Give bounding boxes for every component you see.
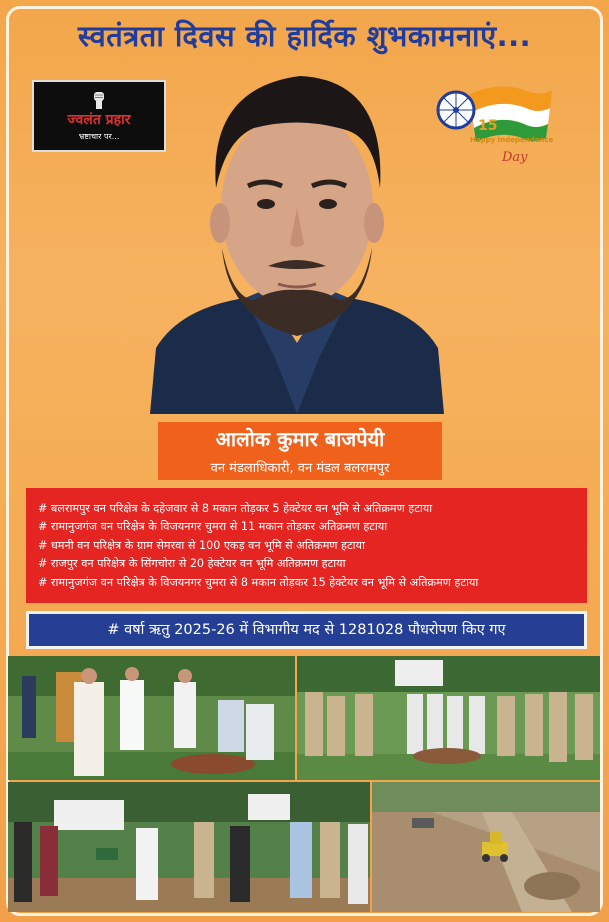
logo-tagline: भ्रष्टाचार पर... [78,132,120,141]
plantation-photo-2 [297,656,600,780]
achievement-item: # बलरामपुर वन परिक्षेत्र के दहेजवार से 8 मकान तोड़कर 5 हेक्टेयर वन भूमि से अतिक्रमण हटाया [38,502,433,515]
achievement-item: # रामानुजगंज वन परिक्षेत्र के विजयनगर चुमरा से 11 मकान तोड़कर अतिक्रमण हटाया [38,520,388,534]
badge-words: Happy Independence [470,136,554,144]
achievement-item: # राजपुर वन परिक्षेत्र के सिंगचोरा से 20 हेक्टेयर वन भूमि अतिक्रमण हटाया [38,557,346,571]
badge-number: 15 [478,118,498,134]
plantation-banner: # वर्षा ऋतु 2025-26 में विभागीय मद से 1281028 पौधरोपण किए गए [26,611,587,649]
headline: स्वतंत्रता दिवस की हार्दिक शुभकामनाएं... [77,19,532,53]
plantation-photo-4 [372,782,600,912]
news-logo [32,80,166,152]
officer-name: आलोक कुमार बाजपेयी [215,427,385,451]
officer-name-box [158,422,442,480]
plantation-photo-1 [8,656,295,780]
officer-portrait [150,58,444,414]
logo-name: ज्वलंत प्रहार [67,112,131,128]
officer-designation: वन मंडलाधिकारी, वन मंडल बलरामपुर [210,461,390,476]
fist-icon [91,90,107,110]
independence-day-badge [430,78,560,178]
plantation-photo-3 [8,782,370,912]
achievements-box [26,488,587,603]
achievement-item: # रामानुजगंज वन परिक्षेत्र के विजयनगर चुमरा से 8 मकान तोड़कर 15 हेक्टेयर वन भूमि से अतिक्रमण हटाया [38,575,479,589]
achievement-item: # धमनी वन परिक्षेत्र के ग्राम सेमरवा से 100 एकड़ वन भूमि से अतिक्रमण हटाया [38,538,365,552]
badge-day: Day [502,150,528,165]
